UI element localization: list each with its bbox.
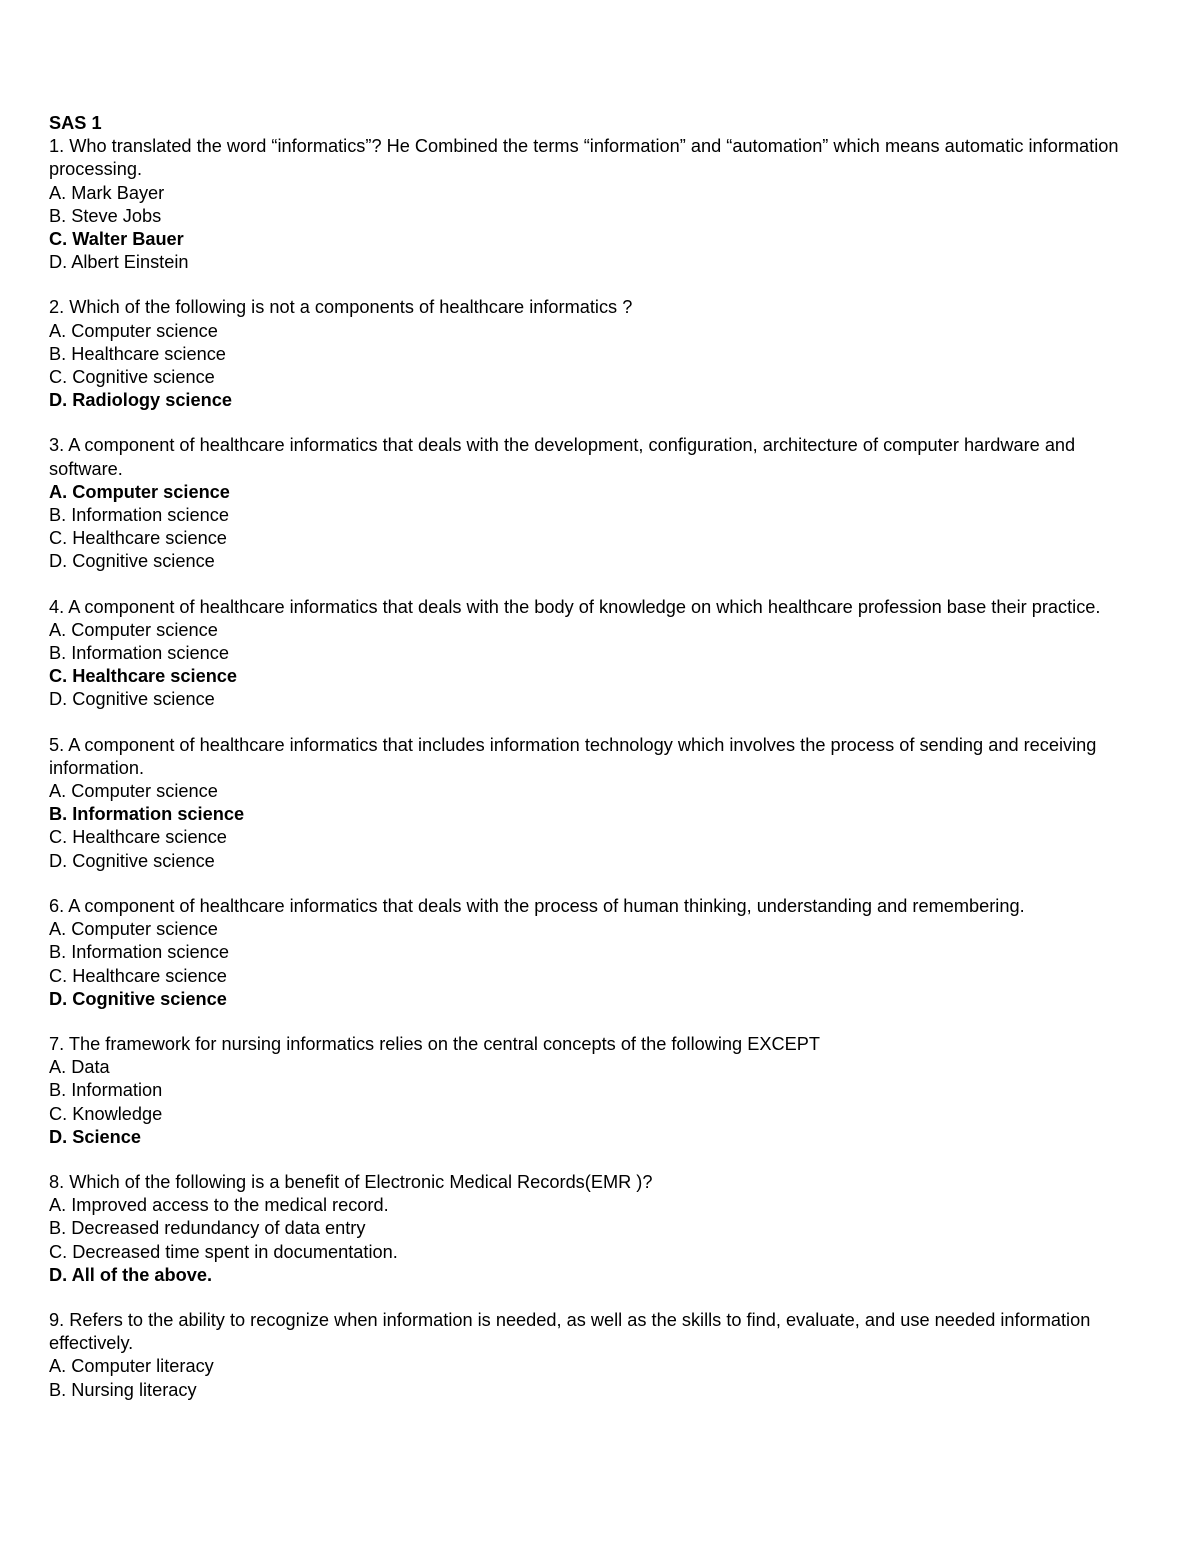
answer-option: C. Cognitive science [49,367,215,388]
answer-option: B. Nursing literacy [49,1379,197,1400]
answer-option: A. Computer science [49,781,218,802]
question-text: 6. A component of healthcare informatics that deals with the process of human thinking, understanding and remembering. [49,895,1025,916]
answer-option: B. Information [49,1080,163,1101]
answer-option: B. Steve Jobs [49,205,162,226]
answer-option: A. Computer science [49,320,218,341]
answer-option-correct: C. Healthcare science [49,666,238,687]
answer-option: C. Knowledge [49,1103,163,1124]
answer-option: A. Computer literacy [49,1356,214,1377]
question-text: 9. Refers to the ability to recognize when information is needed, as well as the skills to find, evaluate, and use needed information effectively. [49,1309,1091,1354]
document-page [49,112,1129,1424]
answer-option: A. Computer science [49,919,218,940]
question-text: 3. A component of healthcare informatics that deals with the development, configuration, architecture of computer hardware and software. [49,435,1076,479]
answer-option: C. Healthcare science [49,827,227,848]
question-block [49,895,1129,1011]
answer-option: C. Healthcare science [49,528,227,549]
answer-option: A. Computer science [49,619,218,640]
question-text: 8. Which of the following is a benefit of Electronic Medical Records(EMR )? [49,1171,653,1192]
answer-option: A. Mark Bayer [49,182,165,203]
question-text: 4. A component of healthcare informatics that deals with the body of knowledge on which healthcare profession base their practice. [49,596,1101,617]
question-block [49,596,1129,712]
question-block [49,296,1129,412]
answer-option: D. Albert Einstein [49,252,189,273]
question-text: 5. A component of healthcare informatics that includes information technology which involves the process of sending and receiving information. [49,734,1097,778]
question-block [49,135,1129,274]
answer-option: C. Decreased time spent in documentation. [49,1241,398,1262]
answer-option-correct: C. Walter Bauer [49,229,184,250]
question-block [49,734,1129,873]
answer-option: B. Healthcare science [49,343,226,364]
answer-option-correct: D. Science [49,1126,141,1147]
answer-option-correct: B. Information science [49,804,245,825]
answer-option-correct: A. Computer science [49,481,230,502]
answer-option: C. Healthcare science [49,965,227,986]
answer-option: A. Data [49,1057,110,1078]
answer-option: B. Information science [49,942,229,963]
question-block [49,1171,1129,1287]
answer-option: D. Cognitive science [49,850,215,871]
question-block [49,1033,1129,1149]
question-text: 1. Who translated the word “informatics”? He Combined the terms “information” and “automation” which means automatic information processing. [49,136,1119,180]
answer-option-correct: D. Cognitive science [49,988,227,1009]
question-text: 2. Which of the following is not a components of healthcare informatics ? [49,297,633,318]
question-text: 7. The framework for nursing informatics relies on the central concepts of the following EXCEPT [49,1033,820,1054]
document-title: SAS 1 [49,113,102,133]
answer-option-correct: D. All of the above. [49,1264,213,1285]
answer-option: B. Decreased redundancy of data entry [49,1218,366,1239]
answer-option-correct: D. Radiology science [49,390,232,411]
answer-option: B. Information science [49,643,229,664]
question-block [49,1309,1129,1402]
question-list [49,135,1129,1402]
answer-option: D. Cognitive science [49,689,215,710]
answer-option: D. Cognitive science [49,551,215,572]
answer-option: A. Improved access to the medical record. [49,1195,389,1216]
answer-option: B. Information science [49,505,229,526]
question-block [49,434,1129,573]
